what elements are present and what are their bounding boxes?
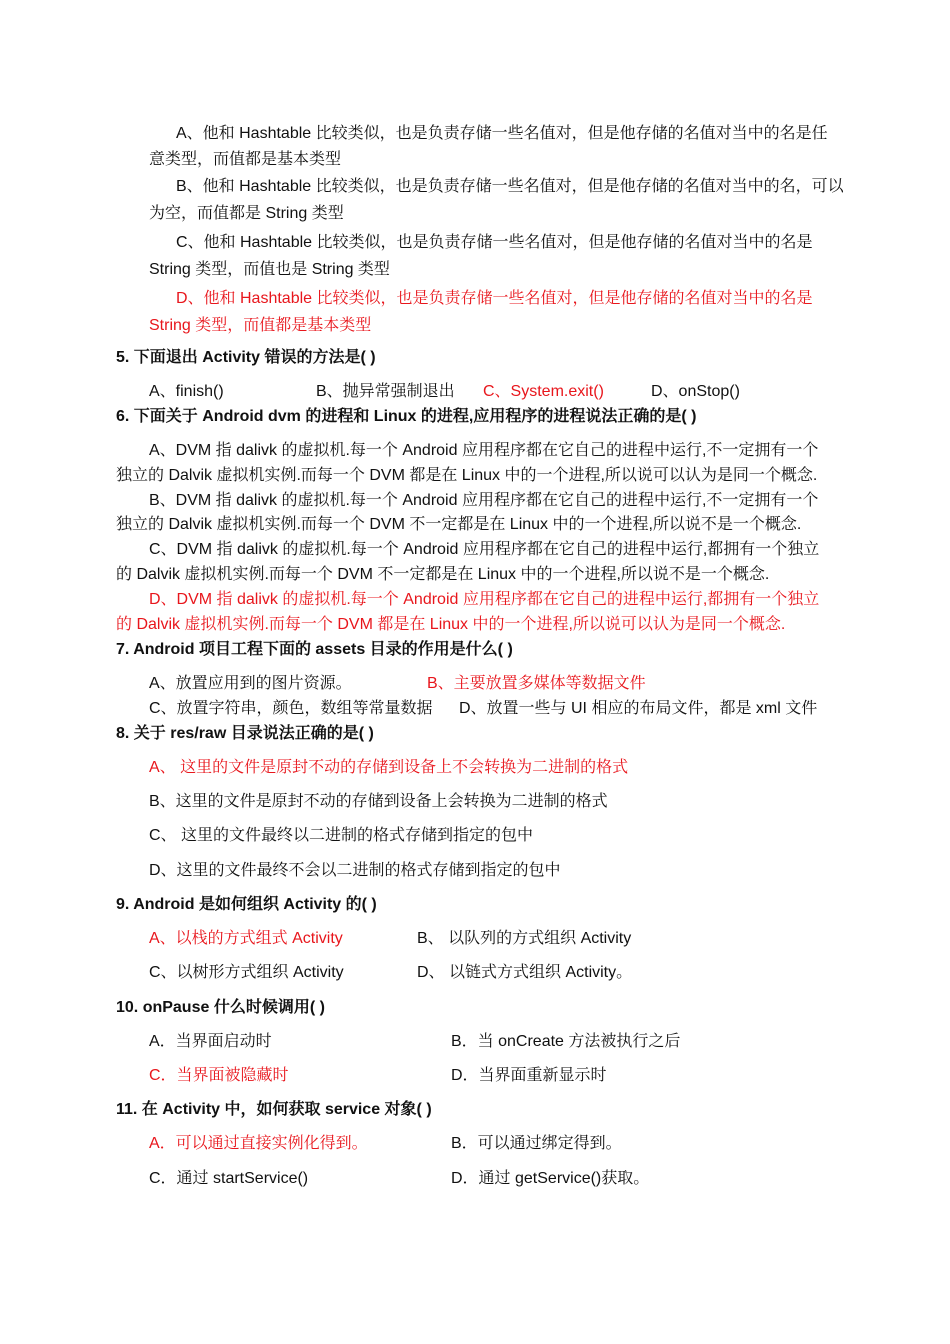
- q7-option-d: D、放置一些与 UI 相应的布局文件，都是 xml 文件: [459, 700, 818, 717]
- q8-title: 8. 关于 res/raw 目录说法正确的是( ): [116, 725, 374, 742]
- q6-title: 6. 下面关于 Android dvm 的进程和 Linux 的进程,应用程序的进程说法正确的是( ): [116, 408, 697, 425]
- q4-option-c-line2: String 类型，而值也是 String 类型: [149, 261, 390, 278]
- q11-option-c: C．通过 startService(): [149, 1170, 309, 1187]
- q6-option-b-line1: B、DVM 指 dalivk 的虚拟机.每一个 Android 应用程序都在它自己的进程中运行,不一定拥有一个: [149, 492, 819, 509]
- q4-option-d-line2: String 类型，而值都是基本类型: [149, 317, 372, 334]
- q4-option-d-line1: D、他和 Hashtable 比较类似，也是负责存储一些名值对，但是他存储的名值对当中的名是: [176, 290, 813, 307]
- q5-option-a: A、finish(): [149, 383, 224, 400]
- q6-option-b-line2: 独立的 Dalvik 虚拟机实例.而每一个 DVM 不一定都是在 Linux 中的一个进程,所以说不是一个概念.: [116, 516, 802, 533]
- q10-title: 10. onPause 什么时候调用( ): [116, 999, 325, 1016]
- q5-title: 5. 下面退出 Activity 错误的方法是( ): [116, 349, 376, 366]
- q6-option-d-line2: 的 Dalvik 虚拟机实例.而每一个 DVM 都是在 Linux 中的一个进程,所以说可以认为是同一个概念.: [116, 616, 786, 633]
- q4-option-b-line2: 为空，而值都是 String 类型: [149, 205, 344, 222]
- q8-option-b: B、这里的文件是原封不动的存储到设备上会转换为二进制的格式: [149, 793, 608, 810]
- q9-option-a: A、以栈的方式组式 Activity: [149, 930, 343, 947]
- q7-option-a: A、放置应用到的图片资源。: [149, 675, 352, 692]
- q6-option-d-line1: D、DVM 指 dalivk 的虚拟机.每一个 Android 应用程序都在它自己的进程中运行,都拥有一个独立: [149, 591, 820, 608]
- q4-option-a-line1: A、他和 Hashtable 比较类似，也是负责存储一些名值对，但是他存储的名值对当中的名是任: [176, 125, 828, 142]
- q4-option-c-line1: C、他和 Hashtable 比较类似，也是负责存储一些名值对，但是他存储的名值对当中的名是: [176, 234, 813, 251]
- q6-option-a-line2: 独立的 Dalvik 虚拟机实例.而每一个 DVM 都是在 Linux 中的一个进程,所以说可以认为是同一个概念.: [116, 467, 818, 484]
- q10-option-c: C．当界面被隐藏时: [149, 1067, 289, 1084]
- q8-option-c: C、 这里的文件最终以二进制的格式存储到指定的包中: [149, 827, 534, 844]
- q5-option-c: C、System.exit(): [483, 383, 604, 400]
- q8-option-d: D、这里的文件最终不会以二进制的格式存储到指定的包中: [149, 862, 561, 879]
- q10-option-a: A．当界面启动时: [149, 1033, 272, 1050]
- q10-option-d: D．当界面重新显示时: [451, 1067, 607, 1084]
- q9-option-b: B、 以队列的方式组织 Activity: [417, 930, 632, 947]
- q6-option-c-line2: 的 Dalvik 虚拟机实例.而每一个 DVM 不一定都是在 Linux 中的一个进程,所以说不是一个概念.: [116, 566, 770, 583]
- q9-option-d: D、 以链式方式组织 Activity。: [417, 964, 633, 981]
- q7-title: 7. Android 项目工程下面的 assets 目录的作用是什么( ): [116, 641, 513, 658]
- q11-option-a: A．可以通过直接实例化得到。: [149, 1135, 368, 1152]
- q10-option-b: B．当 onCreate 方法被执行之后: [451, 1033, 681, 1050]
- q4-option-a-line2: 意类型，而值都是基本类型: [149, 151, 342, 168]
- q7-option-b: B、主要放置多媒体等数据文件: [427, 675, 646, 692]
- q9-option-c: C、以树形方式组织 Activity: [149, 964, 344, 981]
- q11-option-d: D．通过 getService()获取。: [451, 1170, 650, 1187]
- q5-option-d: D、onStop(): [651, 383, 740, 400]
- q9-title: 9. Android 是如何组织 Activity 的( ): [116, 896, 377, 913]
- q7-option-c: C、放置字符串，颜色，数组等常量数据: [149, 700, 433, 717]
- q6-option-a-line1: A、DVM 指 dalivk 的虚拟机.每一个 Android 应用程序都在它自己的进程中运行,不一定拥有一个: [149, 442, 819, 459]
- q4-option-b-line1: B、他和 Hashtable 比较类似，也是负责存储一些名值对，但是他存储的名值对当中的名，可以: [176, 178, 844, 195]
- q11-option-b: B．可以通过绑定得到。: [451, 1135, 622, 1152]
- q11-title: 11. 在 Activity 中，如何获取 service 对象( ): [116, 1101, 432, 1118]
- q6-option-c-line1: C、DVM 指 dalivk 的虚拟机.每一个 Android 应用程序都在它自己的进程中运行,都拥有一个独立: [149, 541, 820, 558]
- q5-option-b: B、抛异常强制退出: [316, 383, 455, 400]
- q8-option-a: A、 这里的文件是原封不动的存储到设备上不会转换为二进制的格式: [149, 759, 629, 776]
